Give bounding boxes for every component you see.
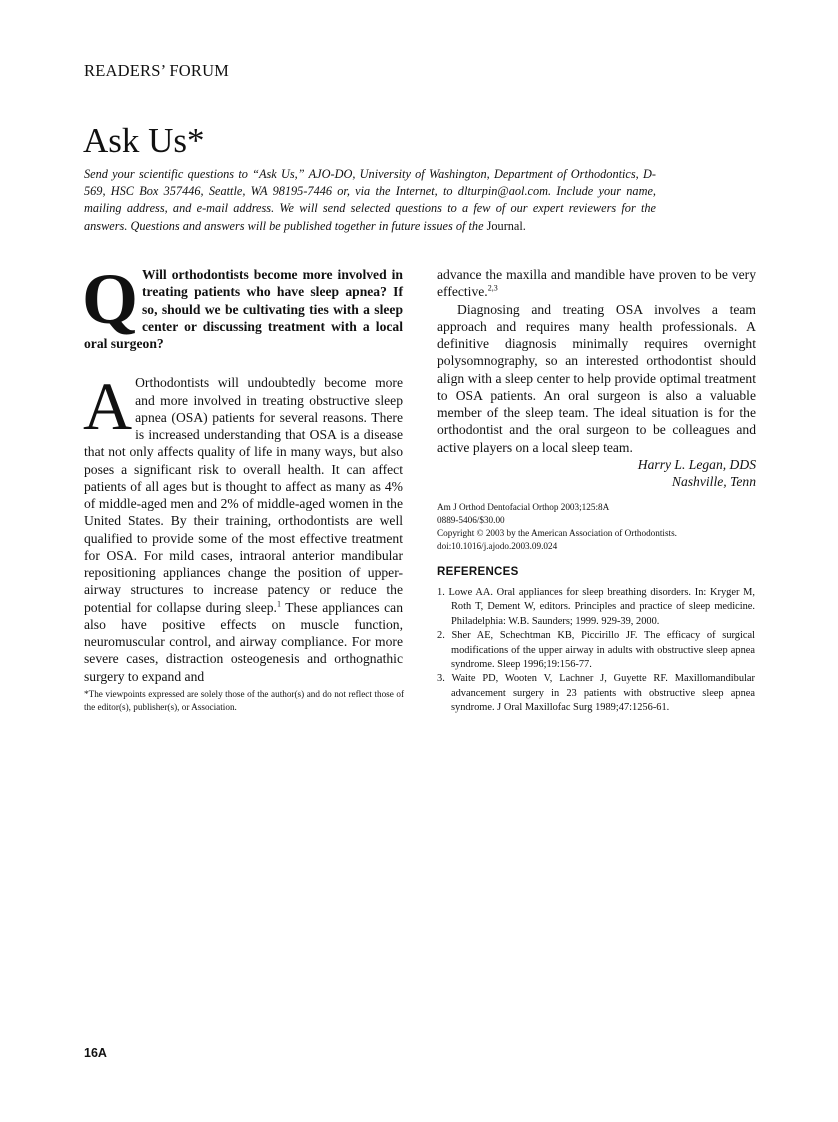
- right-column: [437, 266, 756, 490]
- answer-text: Orthodontists will undoubtedly become more and more involved in treating obstructive sleep apnea (OSA) patients for several reasons. There is increased understanding that OSA is a disease that not only affects quality of life in many ways, but also poses a significant risk to overall health. It can affect patients of all ages but is thought to affect as many as 4% of middle-aged men and 2% of middle-aged women in the United States. By their training, orthodontists are well qualified to provide some of the most effective treatment for OSA. For mild cases, intraoral anterior mandibular repositioning appliances change the position of upper-airway structures to increase patency or reduce the potential for collapse during sleep.: [84, 375, 403, 615]
- section-header: READERS’ FORUM: [84, 61, 230, 80]
- reference-marker: 2,3: [487, 283, 498, 293]
- question-dropcap: Q: [82, 259, 139, 339]
- citation-line: doi:10.1016/j.ajodo.2003.09.024: [437, 541, 558, 551]
- reference-item: 1. Lowe AA. Oral appliances for sleep breathing disorders. In: Kryger M, Roth T, Dement W, editors. Principles and practice of sleep medicine. Philadelphia: W.B. Saunders; 1999. 929-39, 2000.: [437, 587, 755, 627]
- citation-line: Copyright © 2003 by the American Association of Orthodontists.: [437, 528, 677, 538]
- question: [82, 259, 403, 352]
- author-location: Nashville, Tenn: [671, 474, 756, 489]
- answer-text: advance the maxilla and mandible have proven to be very effective.: [437, 267, 756, 300]
- question-text: Will orthodontists become more involved in treating patients who have sleep apnea? If so, should we be cultivating ties with a sleep center or discussing treatment with a local oral surgeon?: [84, 267, 403, 351]
- page-title: Ask Us*: [83, 121, 205, 160]
- intro-body: Send your scientific questions to “Ask Us,” AJO-DO, University of Washington, Department of Orthodontics, D-569, HSC Box 357446, Seattle, WA 98195-7446 or, via the Internet, to dlturpin@aol.com. Include your name, mailing address, and e-mail address. We will send selected questions to a few of our expert reviewers for the answers. Questions and answers will be published together in future issues of the: [84, 167, 656, 233]
- answer-text: These appliances can also have positive effects on muscle function, neuromuscular control, and airway compliance. For more severe cases, distraction osteogenesis and orthognathic surgery to expand and: [84, 599, 403, 684]
- citation-line: 0889-5406/$30.00: [437, 515, 505, 525]
- footnote: *The viewpoints expressed are solely those of the author(s) and do not reflect those of the editor(s), publisher(s), or Association.: [84, 689, 404, 712]
- answer-paragraph-1: [83, 368, 403, 685]
- page-number: 16A: [84, 1046, 107, 1060]
- answer-dropcap: A: [83, 368, 133, 445]
- author-name: Harry L. Legan, DDS: [637, 456, 756, 472]
- left-column: [82, 259, 403, 685]
- intro-text: [84, 166, 656, 235]
- citation-block: [437, 501, 677, 553]
- intro-journal: Journal.: [486, 218, 526, 233]
- reference-marker: 1: [276, 598, 281, 608]
- reference-item: 2. Sher AE, Schechtman KB, Piccirillo JF. The efficacy of surgical modifications of the upper airway in adults with obstructive sleep apnea syndrome. Sleep 1996;19:156-77.: [437, 630, 755, 671]
- answer-paragraph-2: Diagnosing and treating OSA involves a team approach and requires many health professionals. A definitive diagnosis minimally requires overnight polysomnography, so an interested orthodontist should align with a sleep center to help provide optimal treatment to OSA patients. An oral surgeon is also a valuable member of the sleep team. The ideal situation is for the orthodontist and the oral surgeon to be colleagues and active players on a local sleep team.: [437, 301, 756, 455]
- references-heading: REFERENCES: [437, 566, 519, 578]
- reference-item: 3. Waite PD, Wooten V, Lachner J, Guyette RF. Maxillomandibular advancement surgery in 23 patients with obstructive sleep apnea syndrome. J Oral Maxillofac Surg 1989;47:1256-61.: [437, 673, 755, 714]
- citation-line: Am J Orthod Dentofacial Orthop 2003;125:8A: [437, 502, 610, 512]
- answer-paragraph-1-cont: [437, 266, 756, 301]
- references-list: [437, 586, 755, 716]
